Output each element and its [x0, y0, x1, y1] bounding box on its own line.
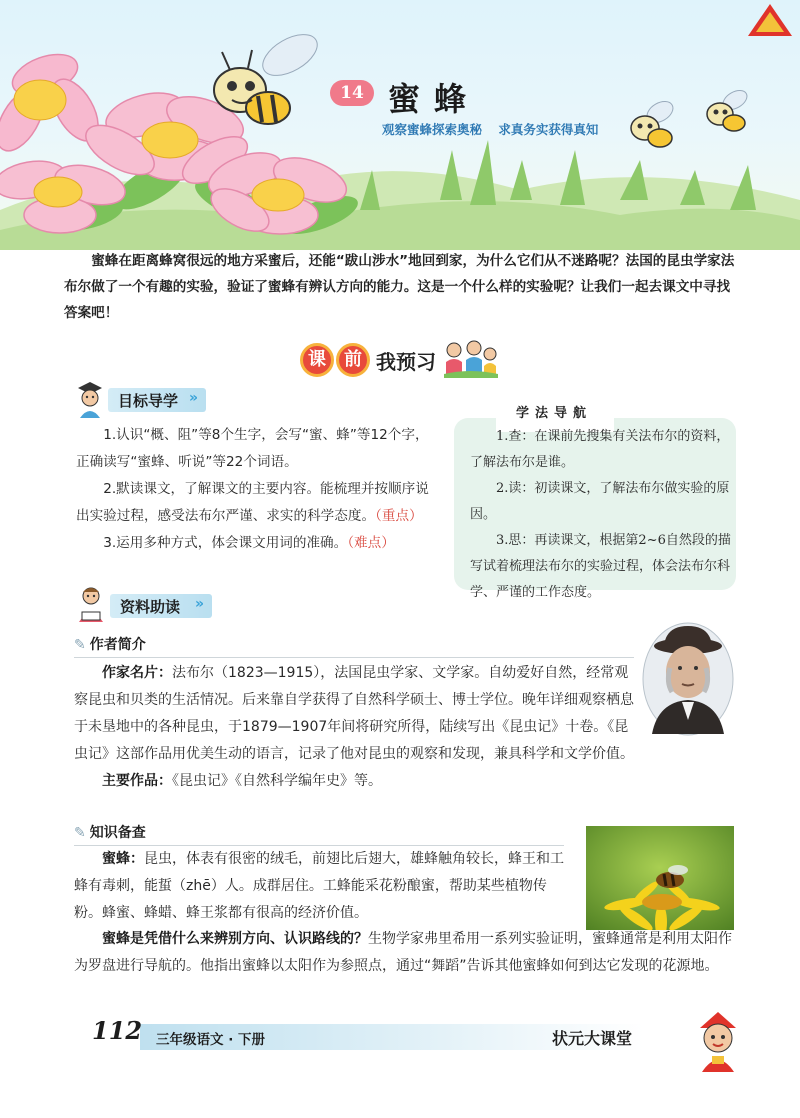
goals-label-bar [108, 388, 206, 412]
bee-large-illustration [214, 26, 324, 124]
method-title: 学法导航 [516, 406, 593, 421]
author-card-text: 法布尔（1823—1915），法国昆虫学家、文学家。自幼爱好自然，经常观察昆虫和贝类的生活情况。后来靠自学获得了自然科学硕士、博士学位。晚年详细观察栖息于未垦地中的各种昆虫，于1879—1907年间将研究所得，陆续写出《昆虫记》十卷。《昆虫记》这部作品用优美生动的语言，记录了他对昆虫的观察和发现，兼具科学和文学价值。 [74, 665, 634, 762]
bee-on-flower-photo [586, 826, 734, 930]
preview-section-heading [300, 340, 520, 384]
pencil-icon: ✎ [74, 825, 86, 841]
family-reading-icon [440, 340, 502, 380]
mascot-icon [690, 1010, 746, 1074]
method-item-3: 3.思：再读课文，根据第2~6自然段的描写试着梳理法布尔的实验过程，体会法布尔科学、严谨的工作态度。 [470, 533, 731, 600]
navigation-question-label: 蜜蜂是凭借什么来辨别方向、认识路线的？ [102, 931, 368, 947]
works-label: 主要作品： [102, 773, 172, 789]
navigation-question-block [74, 926, 734, 980]
footer-book-title: 三年级语文 · 下册 [156, 1032, 266, 1048]
knowledge-heading: ✎ 知识备查 [74, 822, 564, 846]
bee-text: 昆虫，体表有很密的绒毛，前翅比后翅大，雄蜂触角较长，蜂王和工蜂有毒刺，能蜇（zhē）人。成群居住。工蜂能采花粉酿蜜，帮助某些植物传粉。蜂蜜、蜂蜡、蜂王浆都有很高的经济价值。 [74, 851, 564, 921]
goal-item-2: 2.默读课文，了解课文的主要内容。能梳理并按顺序说出实验过程，感受法布尔严谨、求实的科学态度。（重点） [76, 481, 429, 524]
materials-label: 资料助读 [120, 598, 181, 616]
footer-brand: 状元大课堂 [552, 1029, 633, 1048]
preview-heading-text: 我预习 [376, 350, 436, 374]
goal-item-3: 3.运用多种方式，体会课文用词的准确。（难点） [103, 535, 395, 551]
method-item-2: 2.读：初读课文，了解法布尔做实验的原因。 [470, 481, 730, 522]
bee-definition-block [74, 846, 574, 927]
lesson-subtitle: 观察蜜蜂探索奥秘 求真务实获得真知 [382, 122, 599, 137]
bee-label: 蜜蜂： [102, 851, 144, 867]
goals-label: 目标导学 [118, 392, 179, 410]
bee-small-illustration-1 [631, 97, 677, 147]
fabre-portrait-image [642, 622, 734, 736]
double-chevron-icon: » [194, 596, 204, 612]
method-item-1: 1.查：在课前先搜集有关法布尔的资料，了解法布尔是谁。 [470, 429, 730, 470]
method-list [470, 424, 732, 606]
lesson-title: 蜜蜂 [388, 80, 481, 118]
student-reading-icon [74, 586, 108, 624]
author-card-block [74, 660, 634, 795]
intro-paragraph: 蜜蜂在距离蜂窝很远的地方采蜜后，还能“跋山涉水”地回到家，为什么它们从不迷路呢？法国的昆虫学家法布尔做了一个有趣的实验，验证了蜜蜂有辨认方向的能力。这是一个什么样的实验呢？让我们一起去课文中寻找答案吧！ [64, 253, 735, 321]
key-point-mark: （重点） [375, 508, 423, 524]
materials-label-bar [110, 594, 212, 618]
difficulty-mark: （难点） [347, 535, 395, 551]
author-card-label: 作家名片： [102, 665, 172, 681]
preview-badge-1: 课 [300, 343, 334, 377]
page-number: 112 [92, 1016, 143, 1045]
double-chevron-icon: » [188, 390, 198, 406]
works-text: 《昆虫记》《自然科学编年史》等。 [172, 773, 382, 789]
bee-small-illustration-2 [707, 87, 750, 131]
header-banner [0, 0, 800, 250]
corner-logo-icon [748, 4, 792, 36]
goals-list [76, 422, 438, 557]
graduate-student-icon [72, 380, 106, 420]
navigation-question-text: 生物学家弗里希用一系列实验证明，蜜蜂通常是利用太阳作为罗盘进行导航的。他指出蜜蜂以太阳作为参照点，通过“舞蹈”告诉其他蜜蜂如何到达它发现的花源地。 [74, 931, 732, 974]
author-heading: ✎ 作者简介 [74, 634, 634, 658]
lesson-number-badge: 14 [330, 80, 374, 106]
preview-badge-2: 前 [336, 343, 370, 377]
goal-item-1: 1.认识“概、阻”等8个生字，会写“蜜、蜂”等12个字，正确读写“蜜蜂、听说”等22个词语。 [76, 427, 429, 470]
pencil-icon: ✎ [74, 637, 86, 653]
